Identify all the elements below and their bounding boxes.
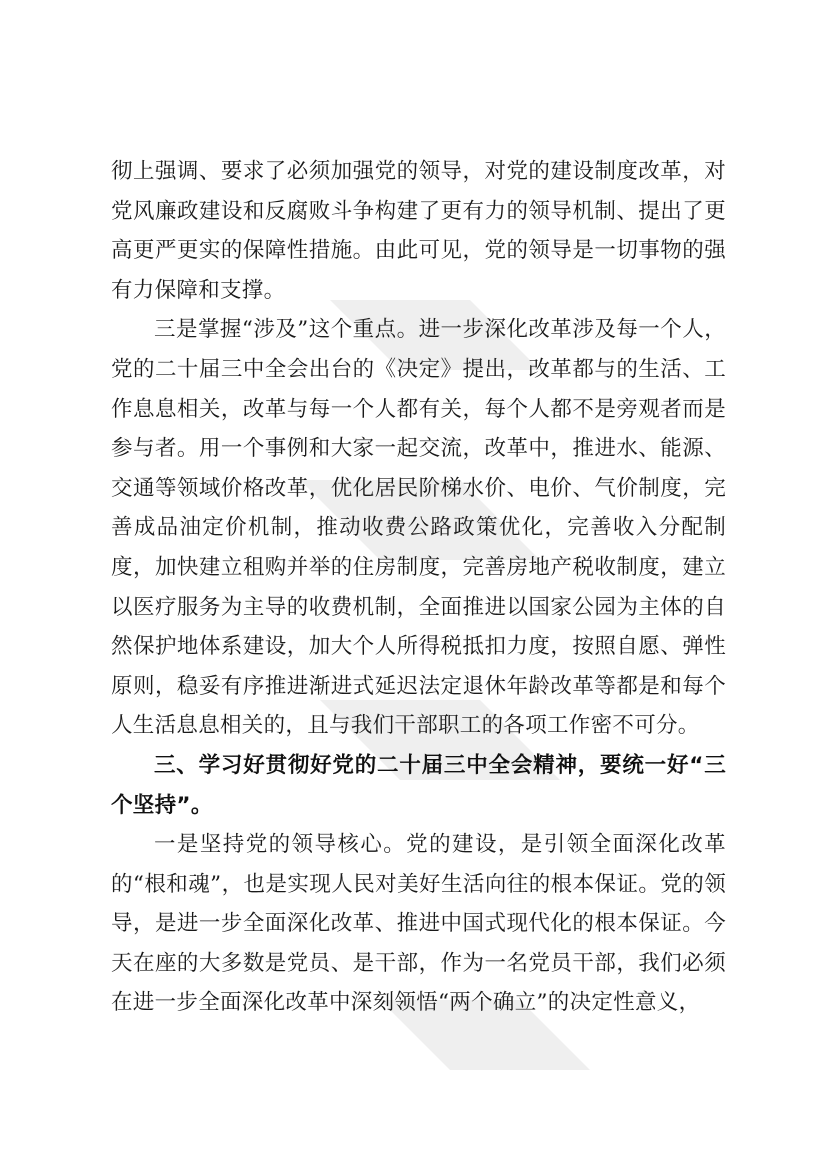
section-heading: 三、学习好贯彻好党的二十届三中全会精神，要统一好“三个坚持”。 <box>111 752 726 818</box>
paragraph-continuation: 彻上强调、要求了必须加强党的领导，对党的建设制度改革，对党风廉政建设和反腐败斗争构建了更有力的领导机制、提出了更高更严更实的保障性措施。由此可见，党的领导是一切事物的强有力保障和支撑。 <box>111 159 726 303</box>
paragraph-party-leadership: 一是坚持党的领导核心。党的建设，是引领全面深化改革的“根和魂”，也是实现人民对美好生活向往的根本保证。党的领导，是进一步全面深化改革、推进中国式现代化的根本保证。今天在座的大多数是党员、是干部，作为一名党员干部，我们必须在进一步全面深化改革中深刻领悟“两个确立”的决定性意义， <box>111 832 726 1016</box>
paragraph-key-point-involve: 三是掌握“涉及”这个重点。进一步深化改革涉及每一个人，党的二十届三中全会出台的《决定》提出，改革都与的生活、工作息息相关，改革与每一个人都有关，每个人都不是旁观者而是参与者。用一个事例和大家一起交流，改革中，推进水、能源、交通等领域价格改革，优化居民阶梯水价、电价、气价制度，完善成品油定价机制，推动收费公路政策优化，完善收入分配制度，加快建立租购并举的住房制度，完善房地产税收制度，建立以医疗服务为主导的收费机制，全面推进以国家公园为主体的自然保护地体系建设，加大个人所得税抵扣力度，按照自愿、弹性原则，稳妥有序推进渐进式延迟法定退休年龄改革等都是和每个人生活息息相关的，且与我们干部职工的各项工作密不可分。 <box>111 317 726 739</box>
document-body <box>111 152 726 1023</box>
